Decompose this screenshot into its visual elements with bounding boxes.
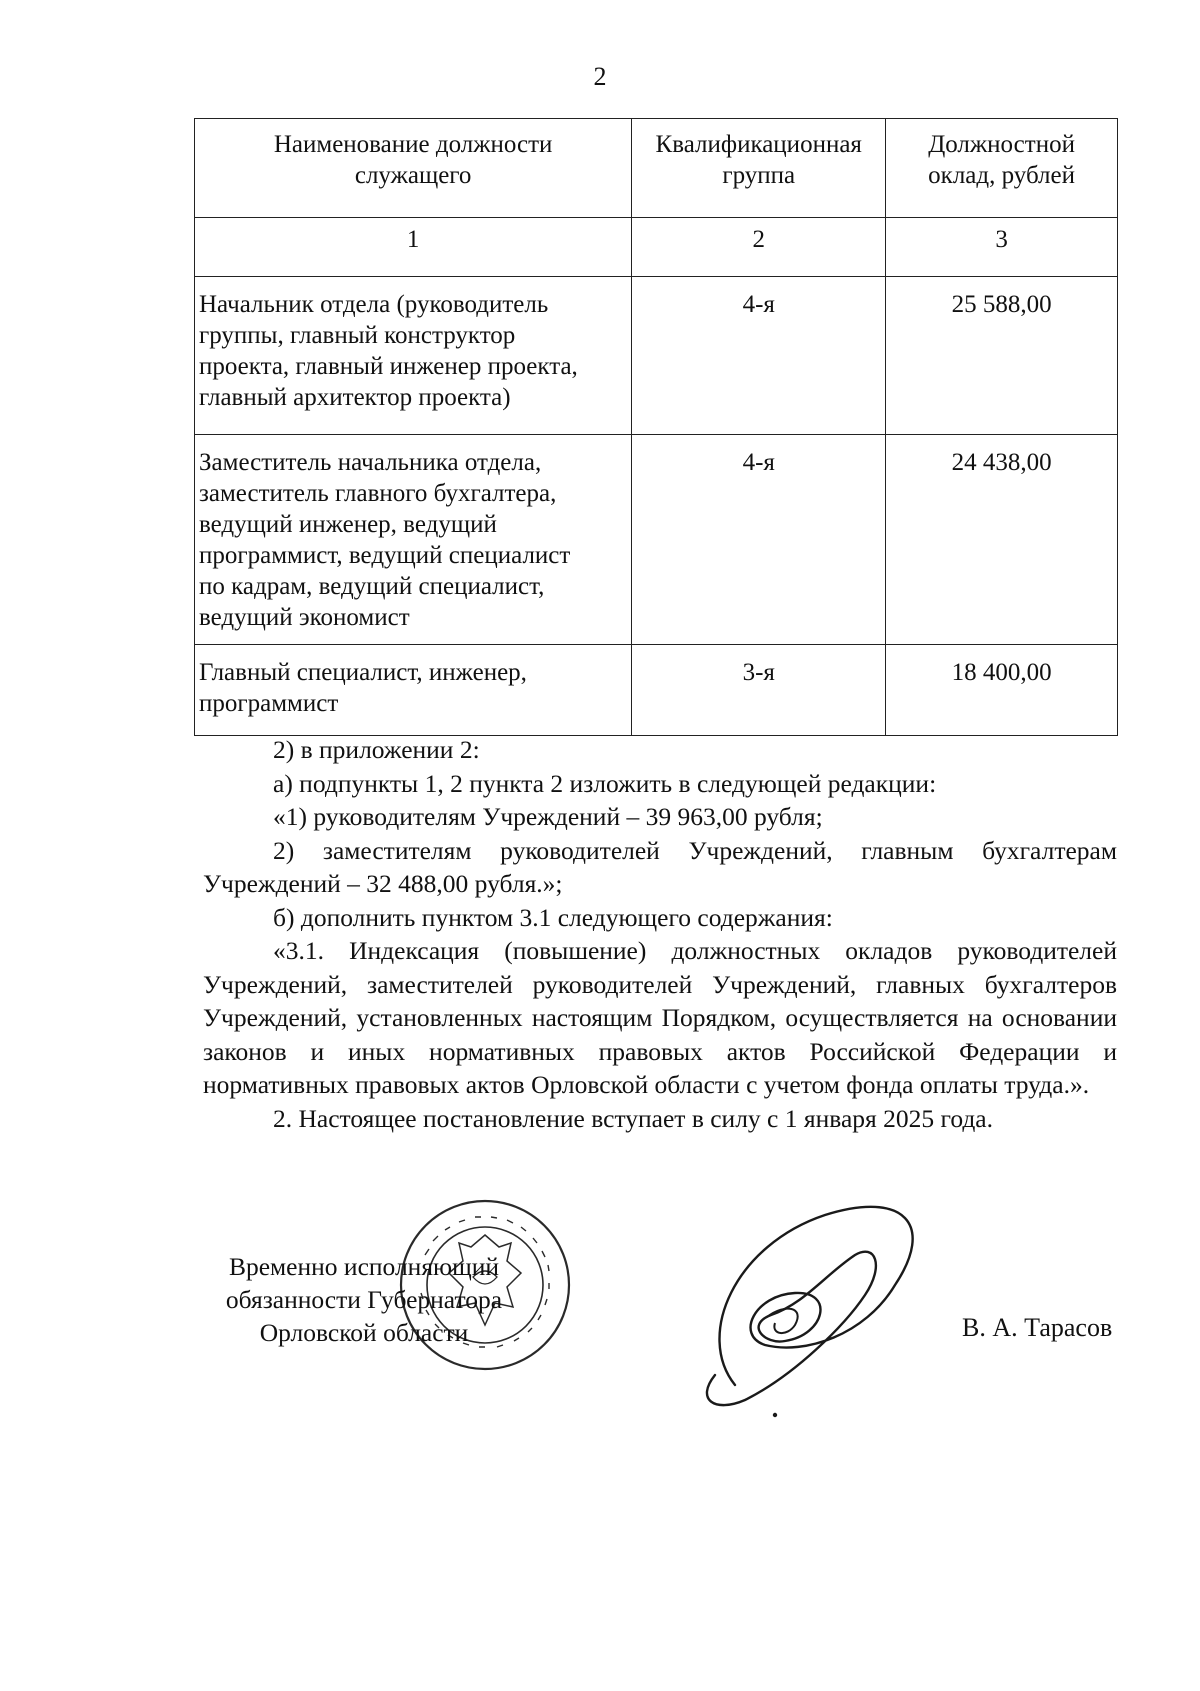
- position-line: программист: [199, 690, 339, 717]
- position-line: по кадрам, ведущий специалист,: [199, 573, 545, 600]
- signatory-name: В. А. Тарасов: [962, 1313, 1113, 1342]
- header-line: Квалификационная: [655, 131, 862, 158]
- handwritten-signature: [675, 1185, 945, 1425]
- paragraph-subitem-a: а) подпункты 1, 2 пункта 2 изложить в следующей редакции:: [273, 768, 937, 798]
- group-cell: 3-я: [632, 645, 886, 736]
- page-number: 2: [593, 62, 607, 91]
- signatory-title: [214, 1250, 514, 1349]
- paragraph-subitem-b: б) дополнить пунктом 3.1 следующего содержания:: [273, 902, 833, 932]
- header-group: [632, 119, 886, 218]
- paragraph-heads-salary: «1) руководителям Учреждений – 39 963,00 рубля;: [273, 802, 823, 831]
- paragraph-appendix-2: 2) в приложении 2:: [273, 735, 480, 764]
- position-line: проекта, главный инженер проекта,: [199, 353, 578, 380]
- position-line: заместитель главного бухгалтера,: [199, 480, 557, 507]
- document-body: [203, 733, 1117, 1135]
- header-line: Наименование должности: [273, 131, 553, 158]
- position-line: Заместитель начальника отдела,: [199, 449, 542, 476]
- header-line: Должностной: [928, 131, 1075, 158]
- column-number: 3: [886, 218, 1118, 277]
- signature-stroke-icon: [707, 1207, 913, 1405]
- position-line: ведущий инженер, ведущий: [199, 511, 497, 538]
- table-row: [195, 645, 1118, 736]
- salary-cell: 25 588,00: [886, 277, 1118, 435]
- signatory-title-line: Временно исполняющий: [228, 1252, 500, 1281]
- header-salary: [886, 119, 1118, 218]
- position-line: Начальник отдела (руководитель: [199, 291, 549, 318]
- signatory-title-line: обязанности Губернатора: [225, 1285, 503, 1314]
- column-number-row: [195, 218, 1118, 277]
- group-cell: 4-я: [632, 435, 886, 645]
- paragraph-indexation: «3.1. Индексация (повышение) должностных окладов руководителей Учреждений, заместителей руководителей Учреждений, главных бухгалтеров Учреждений, установленных настоящим Порядком, осуществляется на основании законов и иных нормативных правовых актов Российской Федерации и нормативных правовых актов Орловской области с учетом фонда оплаты труда.».: [203, 936, 1117, 1099]
- header-line: служащего: [354, 162, 472, 189]
- position-cell: [195, 435, 632, 645]
- signature-loop-icon: [767, 1309, 798, 1333]
- position-cell: [195, 645, 632, 736]
- position-line: Главный специалист, инженер,: [199, 659, 527, 686]
- table-row: [195, 435, 1118, 645]
- salary-table: [194, 118, 1118, 736]
- position-cell: [195, 277, 632, 435]
- paragraph-effective-date: 2. Настоящее постановление вступает в силу с 1 января 2025 года.: [273, 1103, 994, 1133]
- table-row: [195, 277, 1118, 435]
- header-line: группа: [722, 162, 796, 189]
- position-line: группы, главный конструктор: [199, 322, 516, 349]
- group-cell: 4-я: [632, 277, 886, 435]
- position-line: главный архитектор проекта): [199, 384, 511, 411]
- signatory-title-line: Орловской области: [259, 1318, 469, 1347]
- paragraph-deputies-salary: 2) заместителям руководителей Учреждений, главным бухгалтерам Учреждений – 32 488,00 рубля.»;: [203, 835, 1117, 898]
- table-header-row: [195, 119, 1118, 218]
- salary-cell: 24 438,00: [886, 435, 1118, 645]
- column-number: 2: [632, 218, 886, 277]
- position-line: ведущий экономист: [199, 604, 410, 631]
- header-position: [195, 119, 632, 218]
- header-line: оклад, рублей: [928, 162, 1075, 189]
- salary-cell: 18 400,00: [886, 645, 1118, 736]
- signature-dot-icon: [773, 1413, 777, 1417]
- position-line: программист, ведущий специалист: [199, 542, 571, 569]
- column-number: 1: [195, 218, 632, 277]
